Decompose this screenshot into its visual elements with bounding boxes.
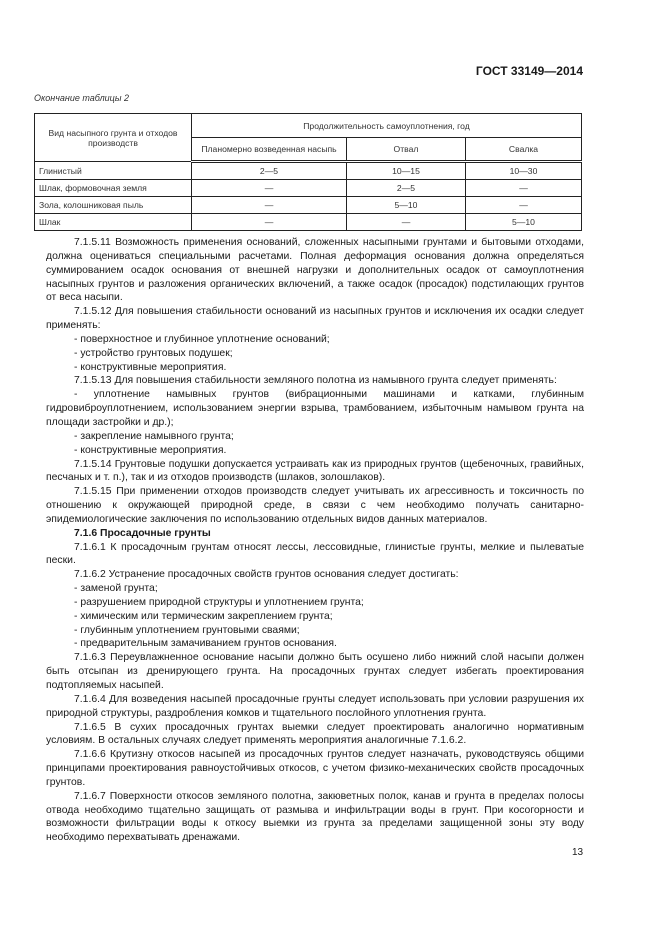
paragraph: 7.1.5.15 При применении отходов производств следует учитывать их агрессивность и токсичность по отношению к окружающей природной среде, в связи с чем необходимо получать санитарно-эпидемиологические заключения по использованию отдельных видов данных материалов. [46,486,584,525]
table-cell: Глинистый [35,162,192,180]
paragraph: 7.1.6.2 Устранение просадочных свойств грунтов основания следует достигать: [74,569,459,581]
table-cell: Шлак [35,214,192,231]
document-body [46,236,584,845]
table-caption: Окончание таблицы 2 [34,93,129,103]
list-item: - конструктивные мероприятия. [74,444,227,456]
list-item: - разрушением природной структуры и уплотнением грунта; [74,596,364,608]
paragraph: 7.1.5.14 Грунтовые подушки допускается устраивать как из природных грунтов (щебеночных, гравийных, песчаных и т. п.), так и из отходов производств (шлаков, золошлаков). [46,458,584,484]
self-compaction-table [34,113,582,231]
table-row [35,180,582,197]
table-row [35,197,582,214]
paragraph: 7.1.6.3 Переувлажненное основание насыпи должно быть осушено либо нижний слой насыпи должен быть отсыпан из дренирующего грунта. На просадочных грунтах следует избегать проектирования подтопляемых насыпей. [46,652,584,691]
table-cell: 2—5 [347,180,466,197]
list-item: - устройство грунтовых подушек; [74,347,233,359]
header-col: Отвал [347,138,466,162]
table-cell: Зола, колошниковая пыль [35,197,192,214]
paragraph: 7.1.5.13 Для повышения стабильности земляного полотна из намывного грунта следует применять: [74,375,557,387]
paragraph: 7.1.6.5 В сухих просадочных грунтах выемки следует проектировать аналогично нормативным условиям. В остальных случаях следует применять мероприятия аналогичные 7.1.6.2. [46,721,584,747]
table-cell: — [466,180,582,197]
list-item: - поверхностное и глубинное уплотнение оснований; [74,333,330,345]
table-cell: — [466,197,582,214]
table-cell: 5—10 [347,197,466,214]
document-id: ГОСТ 33149—2014 [475,64,583,78]
list-item: - конструктивные мероприятия. [74,361,227,373]
header-col: Свалка [466,138,582,162]
table-cell: — [192,214,347,231]
paragraph: 7.1.5.12 Для повышения стабильности оснований из насыпных грунтов и исключения их осадки следует применять: [46,306,584,332]
header-soil-type: Вид насыпного грунта и отходов производств [35,114,192,162]
paragraph: 7.1.5.11 Возможность применения оснований, сложенных насыпными грунтами и бытовыми отходами, должна оцениваться специальными расчетами. Полная деформация основания должна определяться суммированием осадок основания от внешней нагрузки и дополнительных осадок от самоуплотнения насыпных грунтов и разложения органических включений, а также осадок (просадок) подстилающих грунтов от веса насыпи. [46,237,584,304]
list-item: - уплотнение намывных грунтов (вибрационными машинами и катками, глубинным гидровиброуплотнением, использованием энергии взрыва, трамбованием, избыточным намывом грунта на площади застройки и др.); [46,389,584,428]
table-row [35,162,582,180]
paragraph: 7.1.6.6 Крутизну откосов насыпей из просадочных грунтов следует назначать, руководствуясь общими принципами проектирования равноустойчивых откосов, с учетом физико-механических свойств просадочных грунтов. [46,749,584,788]
table-cell: — [347,214,466,231]
table-cell: 5—10 [466,214,582,231]
table-row [35,214,582,231]
table-cell: 10—15 [347,162,466,180]
table-cell: — [192,180,347,197]
paragraph: 7.1.6.7 Поверхности откосов земляного полотна, закюветных полок, канав и грунта в пределах полосы отвода необходимо тщательно защищать от размыва и инфильтрации воды в грунт. При косогорности и возможности фильтрации воды к откосу выемки из грунта за пределами защищенной зоны эту воду необходимо перехватывать дренажами. [46,790,584,844]
table-cell: Шлак, формовочная земля [35,180,192,197]
table-cell: 10—30 [466,162,582,180]
list-item: - заменой грунта; [74,583,158,595]
paragraph: 7.1.6.1 К просадочным грунтам относят лессы, лессовидные, глинистые грунты, мелкие и пылеватые пески. [46,541,584,567]
list-item: - закрепление намывного грунта; [74,430,234,442]
list-item: - глубинным уплотнением грунтовыми сваями; [74,624,300,636]
paragraph: 7.1.6 Просадочные грунты [74,527,211,539]
page-number: 13 [572,847,584,858]
table-cell: 2—5 [192,162,347,180]
paragraph: 7.1.6.4 Для возведения насыпей просадочные грунты следует использовать при условии разрушения их природной структуры, раздробления комков и тщательного послойного уплотнения грунта. [46,693,584,719]
list-item: - химическим или термическим закреплением грунта; [74,610,333,622]
list-item: - предварительным замачиванием грунтов основания. [74,638,337,650]
header-col: Планомерно возведенная насыпь [192,138,347,162]
header-duration: Продолжительность самоуплотнения, год [192,114,582,138]
table-cell: — [192,197,347,214]
